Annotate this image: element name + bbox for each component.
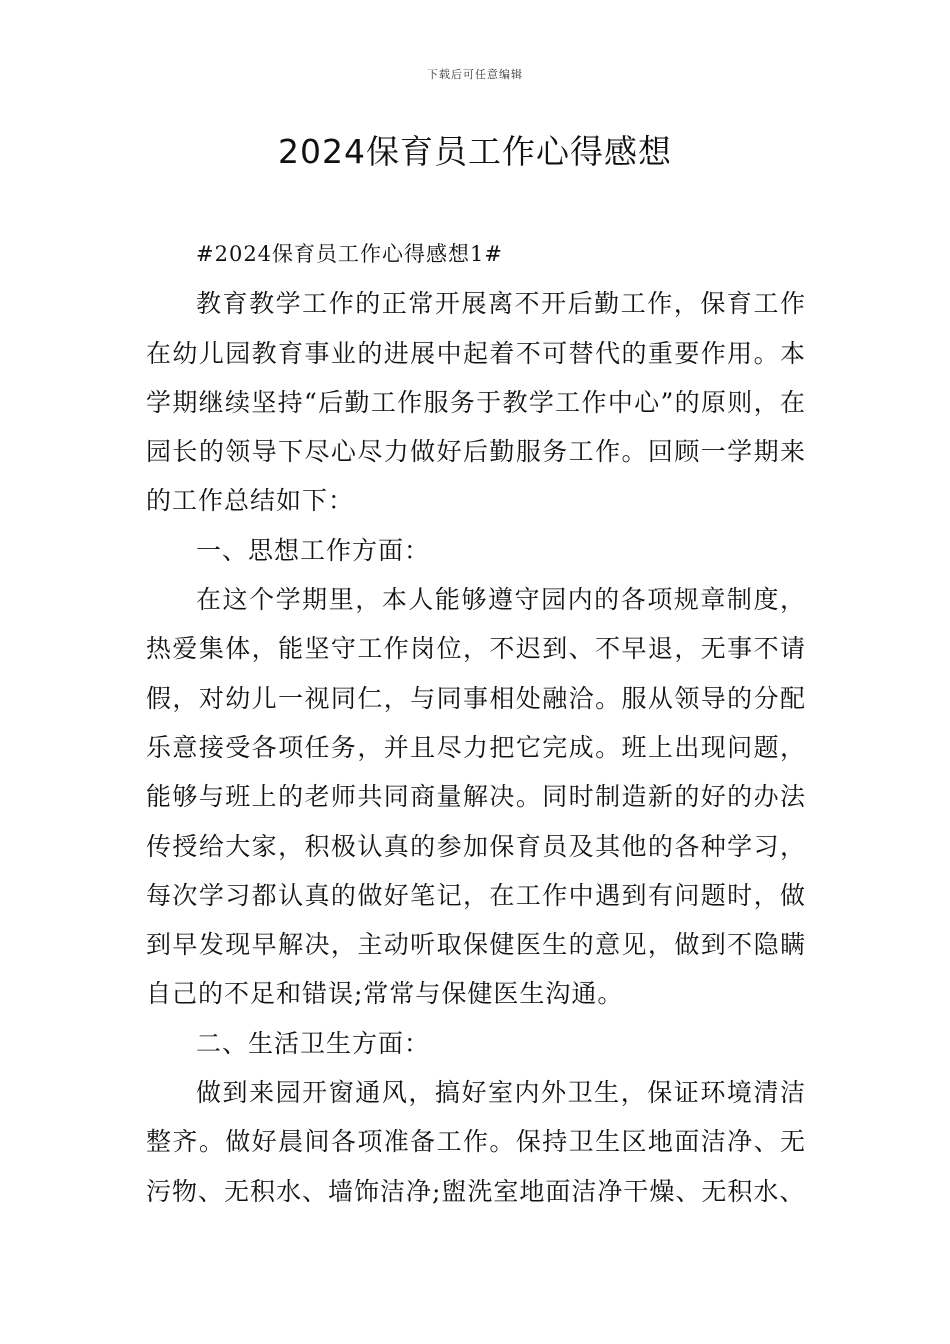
paragraph-life-hygiene: 做到来园开窗通风，搞好室内外卫生，保证环境清洁整齐。做好晨间各项准备工作。保持卫生区地面洁净、无污物、无积水、墙饰洁净;盥洗室地面洁净干燥、无积水、 — [146, 1078, 806, 1206]
page-title: 2024保育员工作心得感想 — [278, 132, 672, 171]
document-body — [146, 230, 806, 1216]
paragraph-thought-work: 在这个学期里，本人能够遵守园内的各项规章制度，热爱集体，能坚守工作岗位，不迟到、不早退，无事不请假，对幼儿一视同仁，与同事相处融洽。服从领导的分配乐意接受各项任务，并且尽力把它完成。班上出现问题，能够与班上的老师共同商量解决。同时制造新的好的办法传授给大家，积极认真的参加保育员及其他的各种学习，每次学习都认真的做好笔记，在工作中遇到有问题时，做到早发现早解决，主动听取保健医生的意见，做到不隐瞒自己的不足和错误;常常与保健医生沟通。 — [146, 585, 806, 1009]
header-note: 下载后可任意编辑 — [427, 68, 523, 81]
section-tag: #2024保育员工作心得感想1# — [196, 242, 503, 266]
paragraph-intro: 教育教学工作的正常开展离不开后勤工作，保育工作在幼儿园教育事业的进展中起着不可替代的重要作用。本学期继续坚持“后勤工作服务于教学工作中心”的原则，在园长的领导下尽心尽力做好后勤服务工作。回顾一学期来的工作总结如下： — [146, 289, 806, 516]
heading-life-hygiene: 二、生活卫生方面： — [196, 1028, 431, 1058]
heading-thought-work: 一、思想工作方面： — [196, 535, 431, 565]
